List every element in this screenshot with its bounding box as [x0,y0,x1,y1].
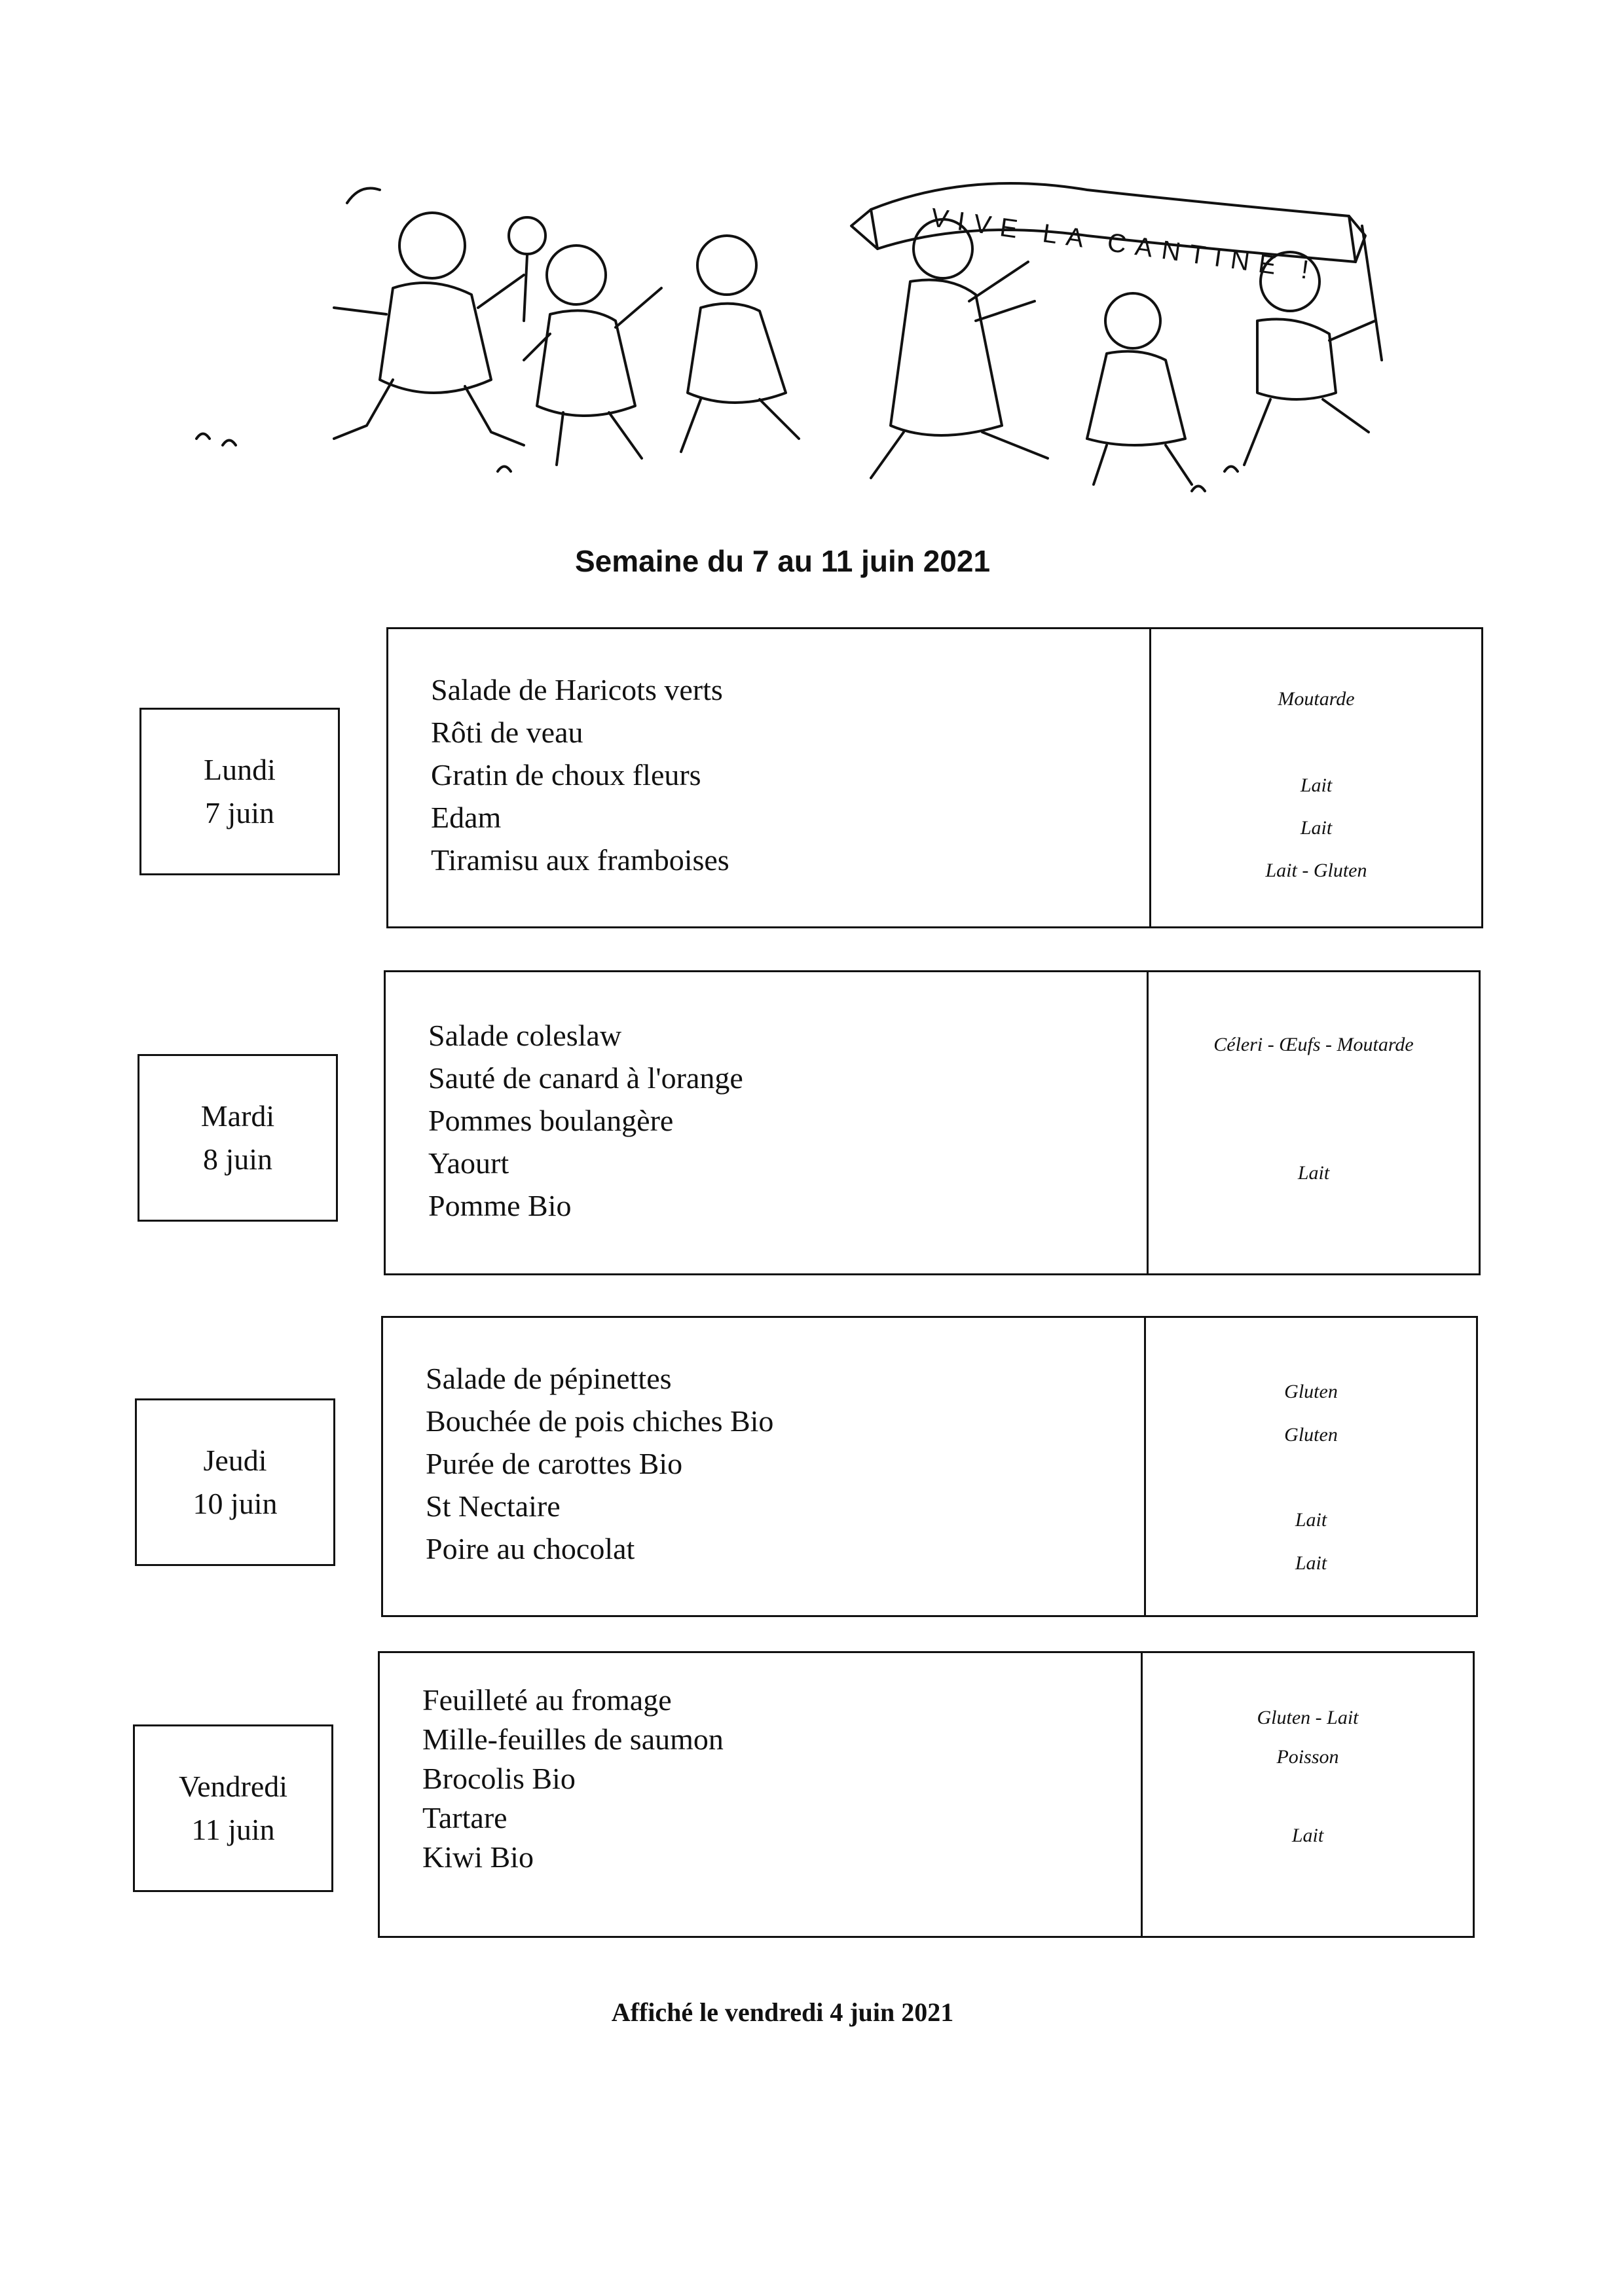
dish-item: Feuilleté au fromage [422,1683,672,1717]
banner-sign-text: VIVE LA CANTINE ! [929,203,1320,286]
dish-item: Tartare [422,1801,507,1834]
allergen-item: Lait [1300,817,1333,839]
allergen-item: Céleri - Œufs - Moutarde [1213,1034,1414,1055]
menu-box [384,970,1481,1275]
allergen-item: Lait [1295,1509,1327,1531]
dish-item: Mille-feuilles de saumon [422,1722,724,1756]
allergen-item: Gluten - Lait [1257,1707,1359,1728]
dish-list [428,1014,743,1227]
vive-la-cantine-illustration [183,164,1414,504]
menu-box [378,1651,1475,1938]
dish-item: Edam [431,801,502,834]
day-date: 8 juin [202,1142,273,1176]
day-date: 11 juin [191,1813,275,1846]
column-divider [1147,970,1149,1275]
day-label-box [135,1398,335,1566]
day-name: Jeudi [203,1444,267,1477]
dish-item: Gratin de choux fleurs [431,758,701,792]
menu-box [386,627,1483,928]
allergen-item: Lait [1300,774,1333,796]
allergen-item: Lait [1297,1162,1330,1184]
allergen-item: Lait - Gluten [1265,860,1367,881]
dish-item: Kiwi Bio [422,1840,534,1874]
dish-item: Salade de Haricots verts [431,673,723,706]
dish-item: Yaourt [428,1146,509,1180]
allergen-item: Lait [1295,1552,1327,1574]
allergen-item: Lait [1291,1825,1324,1846]
dish-item: Brocolis Bio [422,1762,576,1795]
dish-item: Sauté de canard à l'orange [428,1061,743,1095]
posted-date-note: Affiché le vendredi 4 juin 2021 [611,1997,954,2027]
dish-list [422,1681,724,1877]
menu-box [381,1316,1478,1617]
day-date: 7 juin [204,796,275,829]
day-label-box [133,1724,333,1892]
dish-item: St Nectaire [426,1489,561,1523]
day-date: 10 juin [193,1487,278,1520]
dish-item: Pomme Bio [428,1189,572,1222]
allergen-item: Gluten [1284,1424,1338,1446]
day-label-box [138,1054,338,1222]
column-divider [1141,1651,1143,1938]
dish-item: Purée de carottes Bio [426,1447,683,1480]
week-title: Semaine du 7 au 11 juin 2021 [574,544,991,578]
dish-item: Poire au chocolat [426,1532,635,1565]
dish-item: Salade de pépinettes [426,1362,672,1395]
allergen-item: Moutarde [1278,688,1355,710]
dish-item: Pommes boulangère [428,1104,674,1137]
dish-item: Salade coleslaw [428,1019,622,1052]
day-label-box [139,708,340,875]
dish-item: Bouchée de pois chiches Bio [426,1404,774,1438]
dish-item: Rôti de veau [431,716,583,749]
day-name: Lundi [204,753,276,786]
allergen-item: Poisson [1276,1746,1339,1768]
allergen-item: Gluten [1284,1381,1338,1402]
day-name: Vendredi [178,1770,288,1803]
dish-list [426,1357,773,1570]
dish-list [431,668,729,881]
day-name: Mardi [200,1099,275,1133]
dish-item: Tiramisu aux framboises [431,843,729,877]
